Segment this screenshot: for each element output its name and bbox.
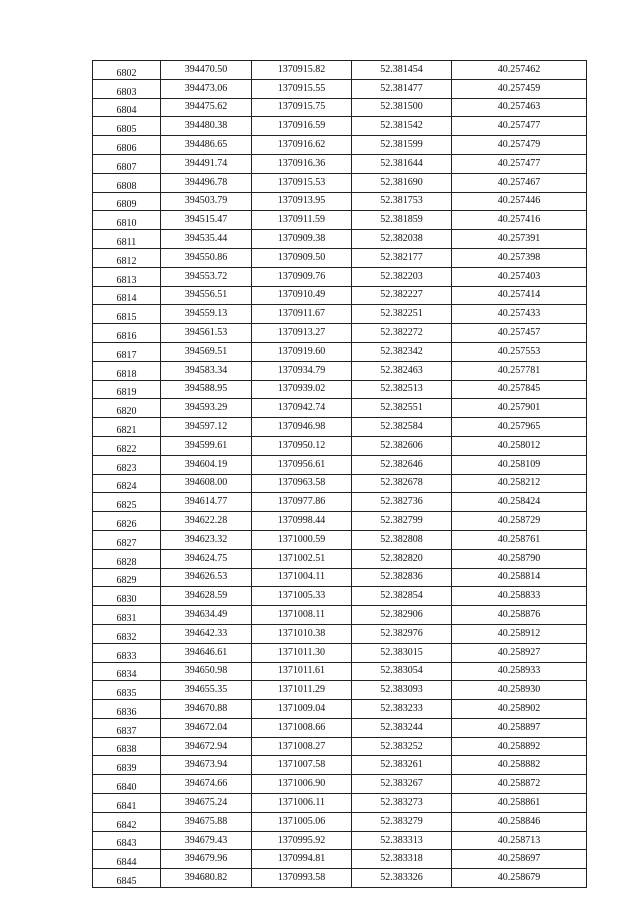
x-coordinate-cell: 394515.47 [161, 211, 252, 230]
longitude-cell: 40.257457 [452, 324, 587, 343]
table-row [93, 61, 587, 80]
y-coordinate-cell: 1370950.12 [252, 436, 352, 455]
y-coordinate-cell: 1370939.02 [252, 380, 352, 399]
y-coordinate-cell: 1370916.59 [252, 117, 352, 136]
y-coordinate-cell: 1371011.29 [252, 681, 352, 700]
longitude-cell: 40.258846 [452, 812, 587, 831]
x-coordinate-cell: 394486.65 [161, 136, 252, 155]
longitude-cell: 40.257781 [452, 361, 587, 380]
y-coordinate-cell: 1370963.58 [252, 474, 352, 493]
table-row [93, 587, 587, 606]
latitude-cell: 52.383313 [352, 831, 452, 850]
x-coordinate-cell: 394597.12 [161, 418, 252, 437]
longitude-cell: 40.258814 [452, 568, 587, 587]
y-coordinate-cell: 1371004.11 [252, 568, 352, 587]
table-row [93, 530, 587, 549]
latitude-cell: 52.381454 [352, 61, 452, 80]
latitude-cell: 52.382976 [352, 624, 452, 643]
x-coordinate-cell: 394672.04 [161, 718, 252, 737]
x-coordinate-cell: 394626.53 [161, 568, 252, 587]
point-number-cell: 6842 [93, 812, 161, 831]
y-coordinate-cell: 1370910.49 [252, 286, 352, 305]
x-coordinate-cell: 394675.88 [161, 812, 252, 831]
table-row [93, 305, 587, 324]
point-number-cell: 6824 [93, 474, 161, 493]
x-coordinate-cell: 394622.28 [161, 512, 252, 531]
table-row [93, 681, 587, 700]
latitude-cell: 52.382551 [352, 399, 452, 418]
latitude-cell: 52.382227 [352, 286, 452, 305]
table-row [93, 662, 587, 681]
y-coordinate-cell: 1370998.44 [252, 512, 352, 531]
longitude-cell: 40.257446 [452, 192, 587, 211]
point-number-cell: 6802 [93, 61, 161, 80]
longitude-cell: 40.257403 [452, 267, 587, 286]
latitude-cell: 52.382646 [352, 455, 452, 474]
table-row [93, 718, 587, 737]
x-coordinate-cell: 394491.74 [161, 154, 252, 173]
latitude-cell: 52.383252 [352, 737, 452, 756]
table-row [93, 211, 587, 230]
latitude-cell: 52.382513 [352, 380, 452, 399]
point-number-cell: 6811 [93, 230, 161, 249]
x-coordinate-cell: 394674.66 [161, 775, 252, 794]
point-number-cell: 6829 [93, 568, 161, 587]
x-coordinate-cell: 394628.59 [161, 587, 252, 606]
table-row [93, 154, 587, 173]
point-number-cell: 6845 [93, 869, 161, 888]
table-row [93, 606, 587, 625]
y-coordinate-cell: 1371010.38 [252, 624, 352, 643]
latitude-cell: 52.382678 [352, 474, 452, 493]
point-number-cell: 6809 [93, 192, 161, 211]
y-coordinate-cell: 1370909.76 [252, 267, 352, 286]
table-row [93, 493, 587, 512]
y-coordinate-cell: 1370915.82 [252, 61, 352, 80]
y-coordinate-cell: 1371005.33 [252, 587, 352, 606]
y-coordinate-cell: 1370919.60 [252, 342, 352, 361]
x-coordinate-cell: 394675.24 [161, 794, 252, 813]
longitude-cell: 40.257433 [452, 305, 587, 324]
x-coordinate-cell: 394473.06 [161, 79, 252, 98]
y-coordinate-cell: 1370994.81 [252, 850, 352, 869]
point-number-cell: 6832 [93, 624, 161, 643]
table-row [93, 794, 587, 813]
y-coordinate-cell: 1371006.90 [252, 775, 352, 794]
table-row [93, 850, 587, 869]
point-number-cell: 6816 [93, 324, 161, 343]
latitude-cell: 52.381644 [352, 154, 452, 173]
table-row [93, 248, 587, 267]
latitude-cell: 52.382272 [352, 324, 452, 343]
point-number-cell: 6836 [93, 700, 161, 719]
x-coordinate-cell: 394599.61 [161, 436, 252, 455]
y-coordinate-cell: 1370977.86 [252, 493, 352, 512]
point-number-cell: 6805 [93, 117, 161, 136]
x-coordinate-cell: 394593.29 [161, 399, 252, 418]
y-coordinate-cell: 1370915.55 [252, 79, 352, 98]
point-number-cell: 6826 [93, 512, 161, 531]
x-coordinate-cell: 394475.62 [161, 98, 252, 117]
latitude-cell: 52.381599 [352, 136, 452, 155]
table-row [93, 436, 587, 455]
y-coordinate-cell: 1370956.61 [252, 455, 352, 474]
longitude-cell: 40.258912 [452, 624, 587, 643]
table-row [93, 173, 587, 192]
x-coordinate-cell: 394496.78 [161, 173, 252, 192]
x-coordinate-cell: 394604.19 [161, 455, 252, 474]
table-row [93, 624, 587, 643]
y-coordinate-cell: 1370934.79 [252, 361, 352, 380]
longitude-cell: 40.258761 [452, 530, 587, 549]
longitude-cell: 40.257416 [452, 211, 587, 230]
latitude-cell: 52.382463 [352, 361, 452, 380]
point-number-cell: 6839 [93, 756, 161, 775]
coordinates-table [92, 60, 587, 888]
latitude-cell: 52.382799 [352, 512, 452, 531]
x-coordinate-cell: 394556.51 [161, 286, 252, 305]
x-coordinate-cell: 394670.88 [161, 700, 252, 719]
longitude-cell: 40.258697 [452, 850, 587, 869]
longitude-cell: 40.258861 [452, 794, 587, 813]
table-row [93, 136, 587, 155]
y-coordinate-cell: 1370911.67 [252, 305, 352, 324]
x-coordinate-cell: 394680.82 [161, 869, 252, 888]
table-row [93, 98, 587, 117]
point-number-cell: 6819 [93, 380, 161, 399]
longitude-cell: 40.258424 [452, 493, 587, 512]
table-row [93, 418, 587, 437]
longitude-cell: 40.257414 [452, 286, 587, 305]
point-number-cell: 6837 [93, 718, 161, 737]
x-coordinate-cell: 394559.13 [161, 305, 252, 324]
table-row [93, 267, 587, 286]
latitude-cell: 52.383244 [352, 718, 452, 737]
longitude-cell: 40.257391 [452, 230, 587, 249]
y-coordinate-cell: 1370909.50 [252, 248, 352, 267]
point-number-cell: 6833 [93, 643, 161, 662]
table-row [93, 737, 587, 756]
x-coordinate-cell: 394646.61 [161, 643, 252, 662]
longitude-cell: 40.257398 [452, 248, 587, 267]
table-row [93, 756, 587, 775]
table-row [93, 230, 587, 249]
x-coordinate-cell: 394480.38 [161, 117, 252, 136]
longitude-cell: 40.257845 [452, 380, 587, 399]
y-coordinate-cell: 1370915.53 [252, 173, 352, 192]
latitude-cell: 52.382342 [352, 342, 452, 361]
x-coordinate-cell: 394583.34 [161, 361, 252, 380]
x-coordinate-cell: 394561.53 [161, 324, 252, 343]
point-number-cell: 6830 [93, 587, 161, 606]
point-number-cell: 6834 [93, 662, 161, 681]
table-row [93, 380, 587, 399]
y-coordinate-cell: 1371011.61 [252, 662, 352, 681]
latitude-cell: 52.382251 [352, 305, 452, 324]
latitude-cell: 52.381477 [352, 79, 452, 98]
y-coordinate-cell: 1370946.98 [252, 418, 352, 437]
point-number-cell: 6841 [93, 794, 161, 813]
latitude-cell: 52.382854 [352, 587, 452, 606]
coordinates-table-body [93, 61, 587, 888]
latitude-cell: 52.383233 [352, 700, 452, 719]
table-row [93, 812, 587, 831]
latitude-cell: 52.383279 [352, 812, 452, 831]
longitude-cell: 40.258876 [452, 606, 587, 625]
longitude-cell: 40.258679 [452, 869, 587, 888]
latitude-cell: 52.381500 [352, 98, 452, 117]
longitude-cell: 40.258212 [452, 474, 587, 493]
y-coordinate-cell: 1370916.62 [252, 136, 352, 155]
longitude-cell: 40.257553 [452, 342, 587, 361]
table-row [93, 117, 587, 136]
latitude-cell: 52.382836 [352, 568, 452, 587]
x-coordinate-cell: 394655.35 [161, 681, 252, 700]
longitude-cell: 40.258872 [452, 775, 587, 794]
longitude-cell: 40.258713 [452, 831, 587, 850]
x-coordinate-cell: 394642.33 [161, 624, 252, 643]
latitude-cell: 52.383273 [352, 794, 452, 813]
longitude-cell: 40.258109 [452, 455, 587, 474]
x-coordinate-cell: 394535.44 [161, 230, 252, 249]
point-number-cell: 6831 [93, 606, 161, 625]
point-number-cell: 6820 [93, 399, 161, 418]
point-number-cell: 6818 [93, 361, 161, 380]
x-coordinate-cell: 394614.77 [161, 493, 252, 512]
latitude-cell: 52.383326 [352, 869, 452, 888]
point-number-cell: 6815 [93, 305, 161, 324]
longitude-cell: 40.258790 [452, 549, 587, 568]
x-coordinate-cell: 394679.96 [161, 850, 252, 869]
point-number-cell: 6806 [93, 136, 161, 155]
point-number-cell: 6812 [93, 248, 161, 267]
point-number-cell: 6807 [93, 154, 161, 173]
y-coordinate-cell: 1371009.04 [252, 700, 352, 719]
latitude-cell: 52.383093 [352, 681, 452, 700]
table-row [93, 512, 587, 531]
point-number-cell: 6844 [93, 850, 161, 869]
point-number-cell: 6817 [93, 342, 161, 361]
latitude-cell: 52.382203 [352, 267, 452, 286]
point-number-cell: 6840 [93, 775, 161, 794]
table-row [93, 79, 587, 98]
table-row [93, 324, 587, 343]
latitude-cell: 52.382820 [352, 549, 452, 568]
longitude-cell: 40.257459 [452, 79, 587, 98]
table-row [93, 455, 587, 474]
point-number-cell: 6803 [93, 79, 161, 98]
table-row [93, 474, 587, 493]
latitude-cell: 52.382177 [352, 248, 452, 267]
latitude-cell: 52.381542 [352, 117, 452, 136]
longitude-cell: 40.258729 [452, 512, 587, 531]
x-coordinate-cell: 394673.94 [161, 756, 252, 775]
point-number-cell: 6804 [93, 98, 161, 117]
y-coordinate-cell: 1370916.36 [252, 154, 352, 173]
table-row [93, 361, 587, 380]
table-row [93, 399, 587, 418]
table-row [93, 869, 587, 888]
x-coordinate-cell: 394470.50 [161, 61, 252, 80]
longitude-cell: 40.257477 [452, 117, 587, 136]
x-coordinate-cell: 394569.51 [161, 342, 252, 361]
longitude-cell: 40.257463 [452, 98, 587, 117]
x-coordinate-cell: 394503.79 [161, 192, 252, 211]
y-coordinate-cell: 1370942.74 [252, 399, 352, 418]
latitude-cell: 52.381753 [352, 192, 452, 211]
x-coordinate-cell: 394634.49 [161, 606, 252, 625]
point-number-cell: 6828 [93, 549, 161, 568]
y-coordinate-cell: 1370911.59 [252, 211, 352, 230]
latitude-cell: 52.382906 [352, 606, 452, 625]
table-row [93, 342, 587, 361]
longitude-cell: 40.258933 [452, 662, 587, 681]
longitude-cell: 40.258927 [452, 643, 587, 662]
x-coordinate-cell: 394553.72 [161, 267, 252, 286]
table-row [93, 831, 587, 850]
x-coordinate-cell: 394588.95 [161, 380, 252, 399]
latitude-cell: 52.382584 [352, 418, 452, 437]
point-number-cell: 6827 [93, 530, 161, 549]
latitude-cell: 52.382606 [352, 436, 452, 455]
y-coordinate-cell: 1370915.75 [252, 98, 352, 117]
longitude-cell: 40.257462 [452, 61, 587, 80]
y-coordinate-cell: 1370913.95 [252, 192, 352, 211]
x-coordinate-cell: 394672.94 [161, 737, 252, 756]
x-coordinate-cell: 394624.75 [161, 549, 252, 568]
y-coordinate-cell: 1371008.27 [252, 737, 352, 756]
x-coordinate-cell: 394550.86 [161, 248, 252, 267]
y-coordinate-cell: 1371000.59 [252, 530, 352, 549]
point-number-cell: 6825 [93, 493, 161, 512]
latitude-cell: 52.382038 [352, 230, 452, 249]
longitude-cell: 40.257479 [452, 136, 587, 155]
point-number-cell: 6838 [93, 737, 161, 756]
y-coordinate-cell: 1371007.58 [252, 756, 352, 775]
longitude-cell: 40.258833 [452, 587, 587, 606]
point-number-cell: 6814 [93, 286, 161, 305]
latitude-cell: 52.381690 [352, 173, 452, 192]
longitude-cell: 40.258012 [452, 436, 587, 455]
y-coordinate-cell: 1371008.11 [252, 606, 352, 625]
table-row [93, 643, 587, 662]
point-number-cell: 6843 [93, 831, 161, 850]
y-coordinate-cell: 1371008.66 [252, 718, 352, 737]
y-coordinate-cell: 1370913.27 [252, 324, 352, 343]
y-coordinate-cell: 1371006.11 [252, 794, 352, 813]
longitude-cell: 40.257901 [452, 399, 587, 418]
longitude-cell: 40.257477 [452, 154, 587, 173]
point-number-cell: 6813 [93, 267, 161, 286]
y-coordinate-cell: 1370909.38 [252, 230, 352, 249]
x-coordinate-cell: 394679.43 [161, 831, 252, 850]
longitude-cell: 40.257467 [452, 173, 587, 192]
longitude-cell: 40.258930 [452, 681, 587, 700]
longitude-cell: 40.257965 [452, 418, 587, 437]
table-row [93, 286, 587, 305]
latitude-cell: 52.382736 [352, 493, 452, 512]
longitude-cell: 40.258902 [452, 700, 587, 719]
table-row [93, 700, 587, 719]
point-number-cell: 6822 [93, 436, 161, 455]
point-number-cell: 6810 [93, 211, 161, 230]
table-row [93, 192, 587, 211]
latitude-cell: 52.382808 [352, 530, 452, 549]
point-number-cell: 6808 [93, 173, 161, 192]
longitude-cell: 40.258882 [452, 756, 587, 775]
latitude-cell: 52.383261 [352, 756, 452, 775]
table-row [93, 775, 587, 794]
table-row [93, 549, 587, 568]
x-coordinate-cell: 394650.98 [161, 662, 252, 681]
x-coordinate-cell: 394623.32 [161, 530, 252, 549]
y-coordinate-cell: 1371002.51 [252, 549, 352, 568]
point-number-cell: 6823 [93, 455, 161, 474]
longitude-cell: 40.258897 [452, 718, 587, 737]
y-coordinate-cell: 1370993.58 [252, 869, 352, 888]
y-coordinate-cell: 1371005.06 [252, 812, 352, 831]
x-coordinate-cell: 394608.00 [161, 474, 252, 493]
latitude-cell: 52.383015 [352, 643, 452, 662]
y-coordinate-cell: 1370995.92 [252, 831, 352, 850]
longitude-cell: 40.258892 [452, 737, 587, 756]
y-coordinate-cell: 1371011.30 [252, 643, 352, 662]
latitude-cell: 52.383267 [352, 775, 452, 794]
point-number-cell: 6835 [93, 681, 161, 700]
latitude-cell: 52.383318 [352, 850, 452, 869]
point-number-cell: 6821 [93, 418, 161, 437]
latitude-cell: 52.381859 [352, 211, 452, 230]
latitude-cell: 52.383054 [352, 662, 452, 681]
table-row [93, 568, 587, 587]
